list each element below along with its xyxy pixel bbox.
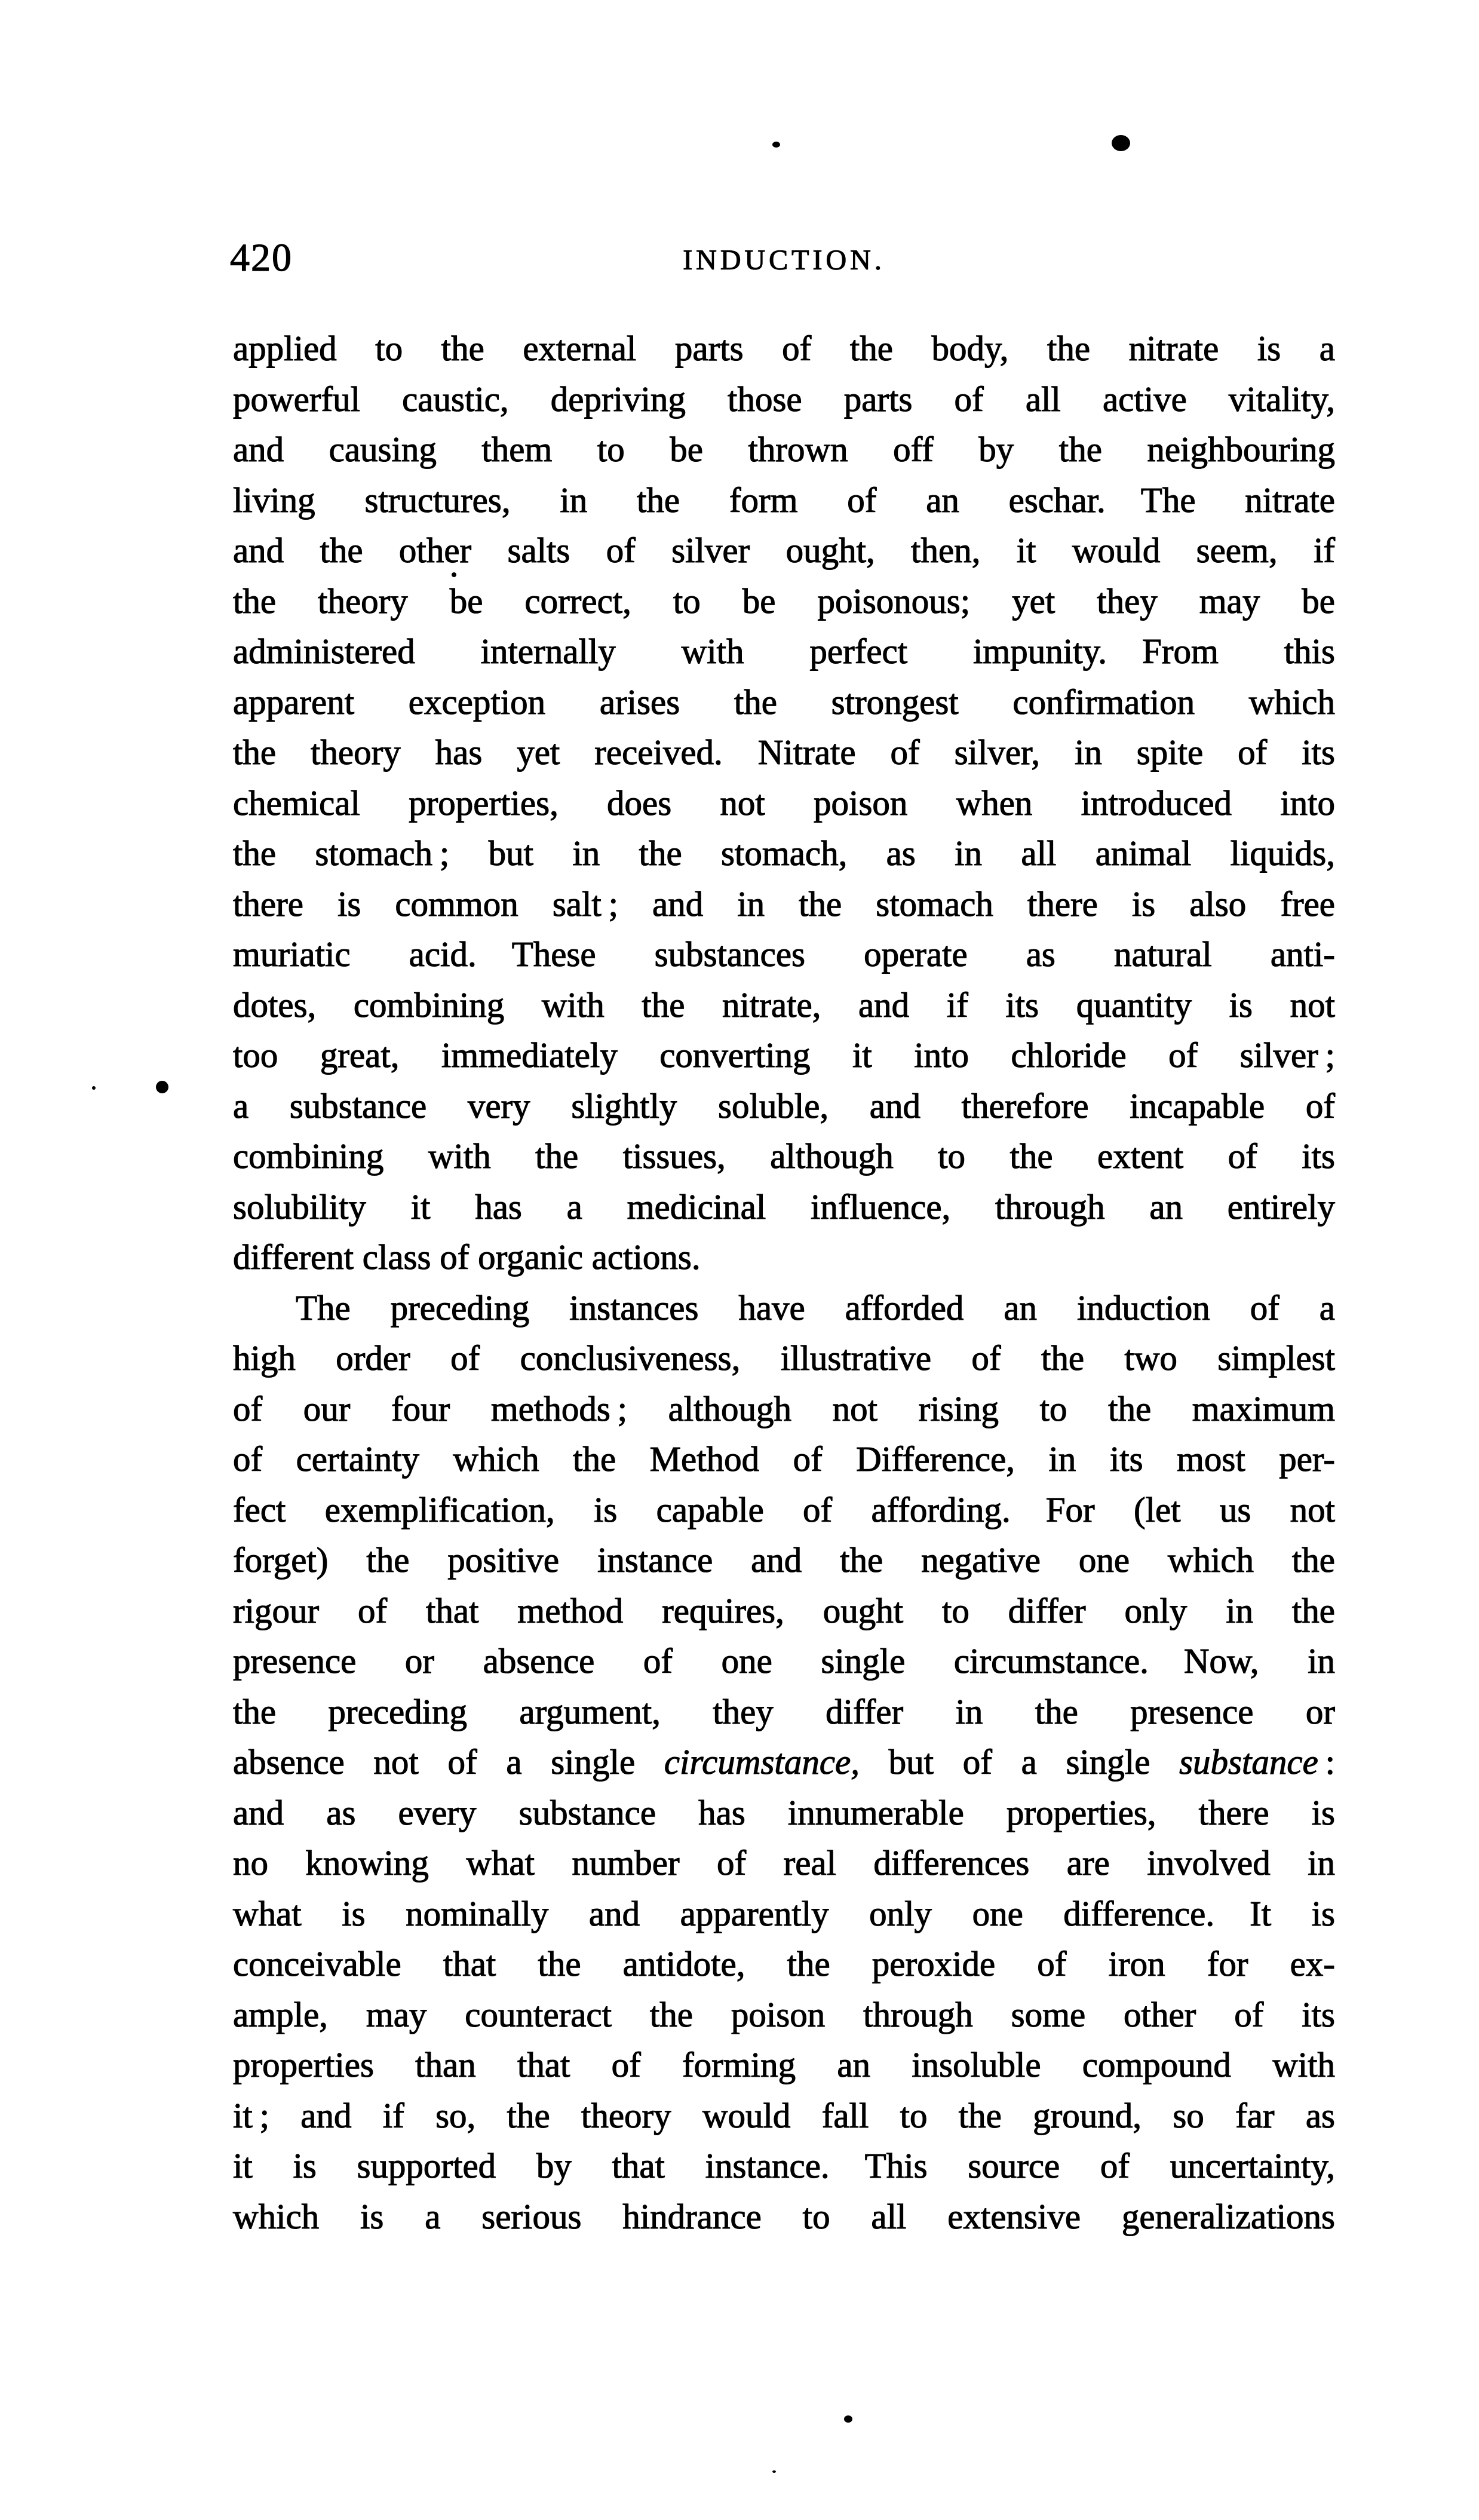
text-line: combining with the tissues, although to the extent of its	[233, 1136, 1335, 1176]
text-line: and causing them to be thrown off by the neighbouring	[233, 430, 1335, 469]
text-line: the preceding argument, they differ in the presence or	[233, 1691, 1335, 1731]
text-line: rigour of that method requires, ought to differ only in the	[233, 1590, 1335, 1630]
text-line: the stomach ; but in the stomach, as in all animal liquids,	[233, 833, 1335, 873]
text-line: the theory has yet received. Nitrate of silver, in spite of its	[233, 732, 1335, 772]
text-line: forget) the positive instance and the negative one which the	[233, 1540, 1335, 1580]
text-line: absence not of a single circumstance, but of a single substance :	[233, 1742, 1335, 1782]
text-line: which is a serious hindrance to all extensive generalizations	[233, 2196, 1335, 2236]
text-line: the theory be correct, to be poisonous; yet they may be	[233, 581, 1335, 621]
ink-speck	[156, 1081, 168, 1093]
ink-speck	[772, 142, 780, 148]
text-line: apparent exception arises the strongest confirmation which	[233, 682, 1335, 722]
text-line: conceivable that the antidote, the peroxide of iron for ex-	[233, 1944, 1335, 1983]
text-line: properties than that of forming an insoluble compound with	[233, 2045, 1335, 2084]
text-line: what is nominally and apparently only one difference. It is	[233, 1893, 1335, 1933]
text-line: presence or absence of one single circumstance. Now, in	[233, 1641, 1335, 1681]
text-line: there is common salt ; and in the stomach there is also free	[233, 884, 1335, 924]
text-line: applied to the external parts of the body, the nitrate is a	[233, 329, 1335, 368]
text-line: fect exemplification, is capable of affording. For (let us not	[233, 1489, 1335, 1529]
page-number: 420	[230, 236, 293, 280]
ink-speck	[844, 2415, 852, 2423]
text-line: and the other salts of silver ought, then, it would seem, if	[233, 531, 1335, 570]
text-line: different class of organic actions.	[233, 1237, 701, 1277]
text-line: a substance very slightly soluble, and therefore incapable of	[233, 1086, 1335, 1126]
text-line: of our four methods ; although not rising to the maximum	[233, 1388, 1335, 1428]
text-line: too great, immediately converting it into chloride of silver ;	[233, 1035, 1335, 1075]
text-line: chemical properties, does not poison when introduced into	[233, 783, 1335, 823]
text-line: of certainty which the Method of Difference, in its most per-	[233, 1439, 1335, 1479]
text-line: powerful caustic, depriving those parts of all active vitality,	[233, 379, 1335, 419]
text-line: it is supported by that instance. This source of uncertainty,	[233, 2146, 1335, 2185]
text-line: dotes, combining with the nitrate, and if its quantity is not	[233, 985, 1335, 1025]
text-line: no knowing what number of real differences are involved in	[233, 1843, 1335, 1883]
text-line: solubility it has a medicinal influence, through an entirely	[233, 1187, 1335, 1227]
text-line: The preceding instances have afforded an induction of a	[296, 1287, 1335, 1328]
ink-speck	[772, 2470, 776, 2473]
text-line: muriatic acid. These substances operate as natural anti-	[233, 934, 1335, 974]
text-line: administered internally with perfect impunity. From this	[233, 631, 1335, 671]
text-line: ample, may counteract the poison through some other of its	[233, 1994, 1335, 2034]
ink-speck	[452, 572, 456, 577]
running-head: INDUCTION.	[683, 244, 885, 276]
ink-speck	[1112, 135, 1130, 151]
page-body	[233, 323, 1335, 2242]
text-line: high order of conclusiveness, illustrative of the two simplest	[233, 1338, 1335, 1378]
text-line: and as every substance has innumerable properties, there is	[233, 1792, 1335, 1832]
ink-speck	[92, 1086, 96, 1090]
text-line: it ; and if so, the theory would fall to the ground, so far as	[233, 2095, 1335, 2135]
text-line: living structures, in the form of an eschar. The nitrate	[233, 480, 1335, 520]
